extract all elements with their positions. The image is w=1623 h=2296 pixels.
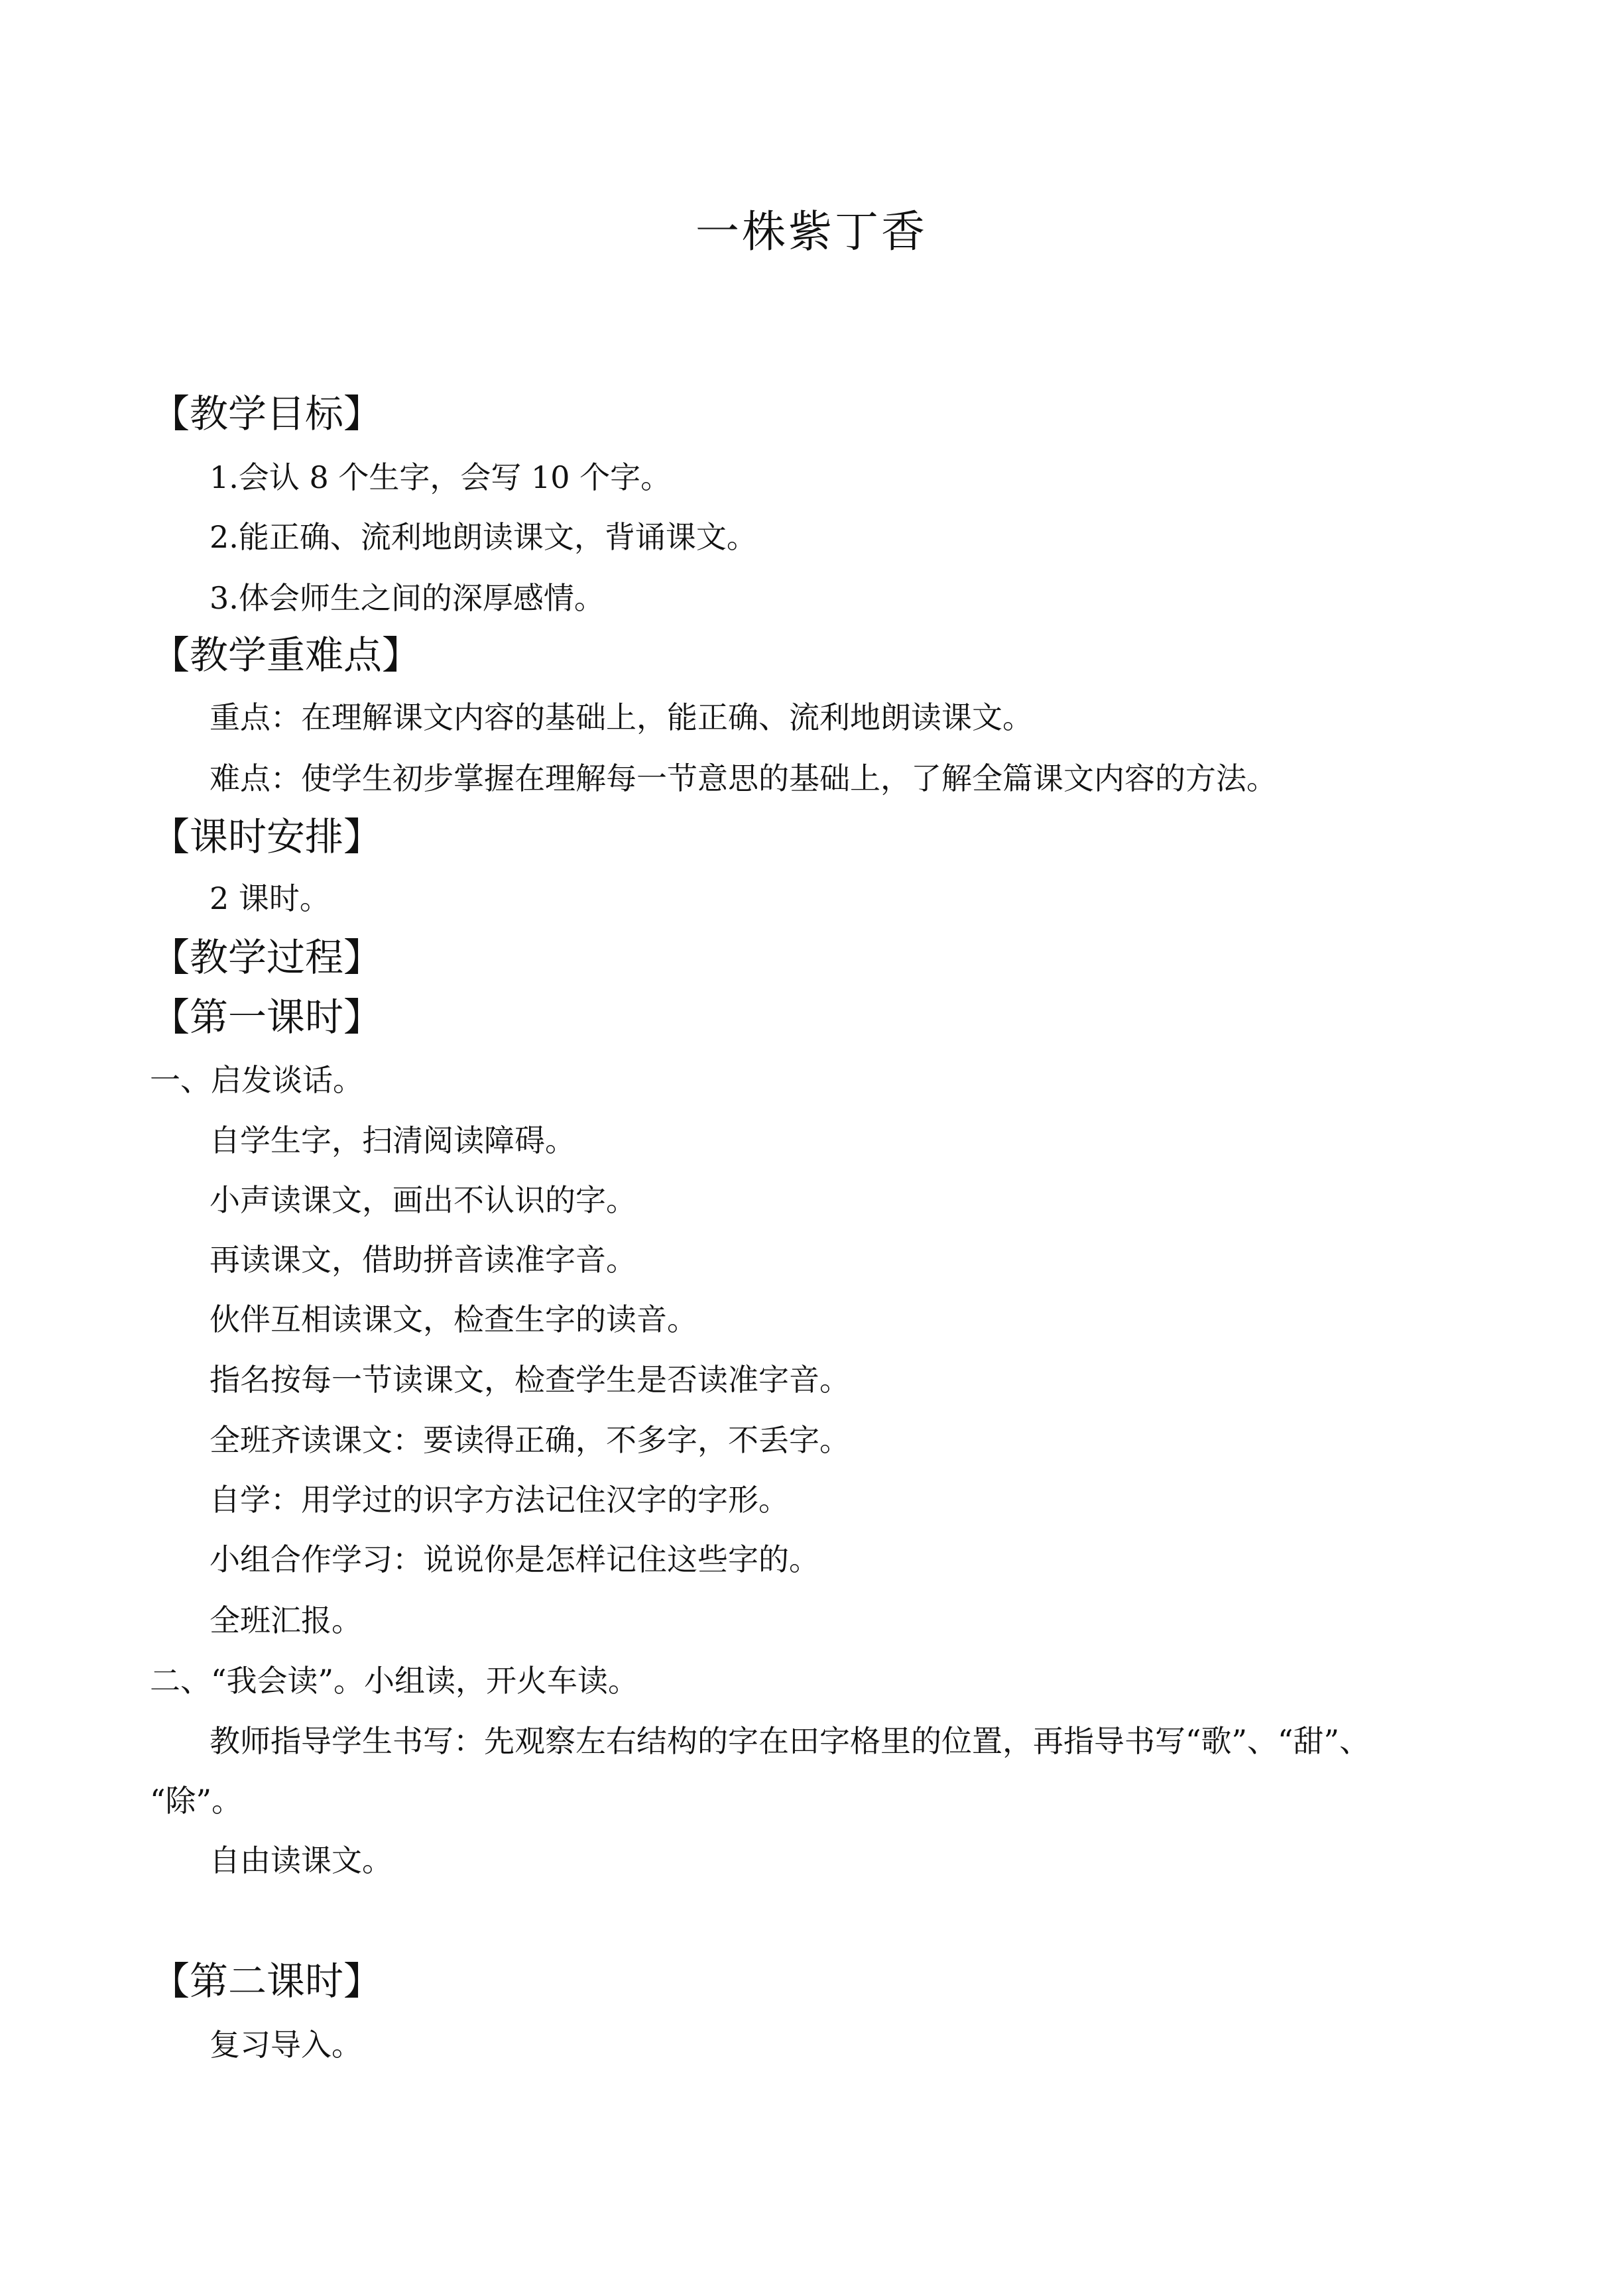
difficulty-item: 难点：使学生初步掌握在理解每一节意思的基础上，了解全篇课文内容的方法。 [210,760,1277,796]
writing-guide-line-1: 教师指导学生书写：先观察左右结构的字在田字格里的位置，再指导书写“歌”、“甜”、 [210,1723,1370,1759]
free-read-item: 自由读课文。 [210,1843,392,1878]
document-title: 一株紫丁香 [695,206,928,257]
lesson1-step-4: 伙伴互相读课文，检查生字的读音。 [210,1301,697,1337]
lesson1-step-2: 小声读课文，画出不认识的字。 [210,1182,636,1218]
objective-item-3: 3.体会师生之间的深厚感情。 [210,580,605,616]
lesson1-step-1: 自学生字，扫清阅读障碍。 [210,1122,575,1158]
schedule-item: 2 课时。 [210,880,330,916]
lesson1-step-9: 全班汇报。 [210,1602,362,1638]
objective-item-2: 2.能正确、流利地朗读课文，背诵课文。 [210,519,757,555]
lesson1-heading: 【第一课时】 [151,995,383,1040]
lesson1-step-3: 再读课文，借助拼音读准字音。 [210,1242,636,1278]
writing-guide-line-2: “除”。 [150,1783,243,1819]
schedule-heading: 【课时安排】 [151,814,383,859]
lesson1-step-8: 小组合作学习：说说你是怎样记住这些字的。 [210,1541,819,1577]
lesson1-part1-label: 一、启发谈话。 [150,1062,363,1098]
lesson1-step-6: 全班齐读课文：要读得正确，不多字，不丢字。 [210,1422,850,1458]
objectives-heading: 【教学目标】 [151,391,383,436]
process-heading: 【教学过程】 [151,935,383,980]
key-point-item: 重点：在理解课文内容的基础上，能正确、流利地朗读课文。 [210,699,1033,735]
lesson1-step-5: 指名按每一节读课文，检查学生是否读准字音。 [210,1362,850,1398]
lesson1-part2-label: 二、“我会读”。小组读，开火车读。 [150,1663,639,1699]
key-points-heading: 【教学重难点】 [151,633,421,678]
lesson1-step-7: 自学：用学过的识字方法记住汉字的字形。 [210,1482,789,1518]
lesson2-step-1: 复习导入。 [210,2027,362,2063]
objective-item-1: 1.会认 8 个生字，会写 10 个字。 [210,459,672,495]
lesson2-heading: 【第二课时】 [151,1959,383,2004]
